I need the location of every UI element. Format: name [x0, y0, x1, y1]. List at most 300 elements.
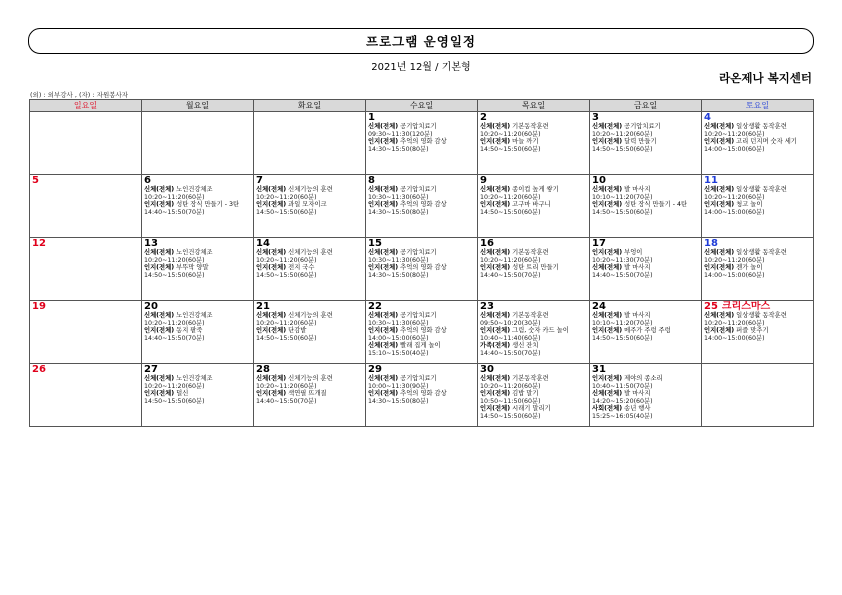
day-number — [256, 176, 363, 186]
program-category: 신체(전체) — [144, 312, 175, 319]
day-cell — [478, 238, 590, 301]
day-cell — [702, 364, 814, 427]
program-name: 빨래 집게 놀이 — [400, 342, 441, 350]
program-entry — [368, 123, 475, 131]
day-cell — [142, 112, 254, 175]
program-name: 색연필 뜨개질 — [288, 390, 327, 398]
program-name: 젠가 놀이 — [736, 264, 763, 272]
program-category: 인지(전체) — [704, 327, 735, 335]
day-cell — [254, 364, 366, 427]
day-number-text: 27 — [144, 364, 158, 375]
weekday-header-sunday: 일요일 — [30, 100, 142, 112]
program-category: 인지(전체) — [368, 327, 399, 335]
legend-note: (외) : 외부강사 , (자) : 자원봉사자 — [30, 91, 129, 99]
program-time: 10:10~11:20(70분) — [592, 193, 653, 201]
day-number-text: 18 — [704, 238, 718, 249]
day-number — [368, 239, 475, 249]
program-category: 인지(전체) — [480, 390, 511, 398]
program-entry — [368, 375, 475, 383]
program-name: 일상생활 동작훈련 — [736, 312, 787, 319]
program-name: 신체기능의 훈련 — [288, 186, 333, 193]
program-category: 신체(전체) — [592, 390, 623, 398]
program-category: 인지(전체) — [480, 264, 511, 272]
week-row — [30, 175, 814, 238]
program-time: 10:20~11:20(60분) — [256, 382, 317, 390]
day-number-text: 17 — [592, 238, 606, 249]
program-time: 10:40~11:50(70분) — [592, 382, 653, 390]
program-name: 일상생활 동작훈련 — [736, 186, 787, 193]
program-entry — [368, 201, 475, 209]
day-cell — [590, 238, 702, 301]
program-time: 10:20~11:20(60분) — [144, 319, 205, 327]
program-category: 신체(전체) — [704, 186, 735, 193]
program-time: 14:00~15:00(60분) — [704, 208, 765, 216]
day-number — [368, 113, 475, 123]
program-name: 신체기능의 훈련 — [288, 375, 333, 382]
program-time: 10:10~11:20(70분) — [592, 319, 653, 327]
day-cell — [702, 175, 814, 238]
program-time: 14:40~15:50(70분) — [256, 397, 317, 405]
page-title: 프로그램 운영일정 — [28, 28, 814, 54]
program-category: 인지(전체) — [256, 327, 287, 335]
program-entry — [256, 186, 363, 194]
day-number — [480, 365, 587, 375]
program-time: 10:20~11:20(60분) — [256, 193, 317, 201]
program-entry — [256, 390, 363, 398]
program-entry — [144, 312, 251, 320]
day-number — [704, 113, 811, 123]
program-entry — [368, 264, 475, 272]
day-number-text: 9 — [480, 175, 487, 186]
day-number — [480, 239, 587, 249]
day-number-text: 23 — [480, 301, 494, 312]
day-number-text: 15 — [368, 238, 382, 249]
program-category: 신체(전체) — [256, 312, 287, 319]
program-time: 14:00~15:00(60분) — [368, 334, 429, 342]
day-number-text: 31 — [592, 364, 606, 375]
program-category: 인지(전체) — [592, 327, 623, 335]
program-time: 14:30~15:50(80분) — [368, 397, 429, 405]
program-time: 10:20~11:20(60분) — [480, 193, 541, 201]
program-time: 10:20~11:20(60분) — [144, 256, 205, 264]
program-entry — [592, 186, 699, 194]
day-cell — [478, 112, 590, 175]
program-name: 고구마 바구니 — [512, 201, 551, 209]
program-entry — [704, 264, 811, 272]
day-number-text: 22 — [368, 301, 382, 312]
program-category: 신체(전체) — [368, 123, 399, 130]
program-name: 추억의 영화 감상 — [400, 201, 447, 209]
program-time: 14:50~15:50(60분) — [144, 271, 205, 279]
program-entry — [144, 249, 251, 257]
program-category: 인지(전체) — [480, 405, 511, 413]
program-name: 성탄 장식 만들기 - 4탄 — [624, 201, 688, 209]
day-number-text: 20 — [144, 301, 158, 312]
program-entry — [704, 123, 811, 131]
program-name: 종이컵 높게 쌓기 — [512, 186, 559, 193]
program-entry — [480, 405, 587, 413]
program-name: 공기압치료기 — [400, 312, 437, 319]
program-category: 신체(전체) — [368, 375, 399, 382]
day-number-text: 3 — [592, 112, 599, 123]
day-number-text: 14 — [256, 238, 270, 249]
program-entry — [480, 186, 587, 194]
day-cell — [702, 301, 814, 364]
day-number — [32, 176, 139, 186]
program-entry — [592, 201, 699, 209]
weekday-header-saturday: 토요일 — [702, 100, 814, 112]
program-entry — [480, 342, 587, 350]
program-name: 성탄 장식 만들기 - 3탄 — [176, 201, 240, 209]
program-category: 신체(전체) — [144, 249, 175, 256]
program-time: 10:50~11:50(60분) — [480, 397, 541, 405]
program-time: 10:20~11:30(70분) — [592, 256, 653, 264]
program-category: 인지(전체) — [144, 201, 175, 209]
program-time: 14:40~15:50(70분) — [144, 334, 205, 342]
program-name: 마늘 까기 — [512, 138, 539, 146]
program-entry — [144, 390, 251, 398]
program-time: 14:50~15:50(60분) — [480, 412, 541, 420]
program-entry — [704, 186, 811, 194]
program-category: 신체(전체) — [144, 186, 175, 193]
day-number — [144, 176, 251, 186]
program-time: 10:20~11:20(60분) — [256, 256, 317, 264]
week-row — [30, 301, 814, 364]
program-time: 10:20~11:20(60분) — [144, 382, 205, 390]
day-cell — [254, 238, 366, 301]
weekday-header-wednesday: 수요일 — [366, 100, 478, 112]
program-name: 시래기 말리기 — [512, 405, 551, 413]
program-time: 10:20~11:20(60분) — [480, 256, 541, 264]
week-row — [30, 364, 814, 427]
program-name: 기본동작훈련 — [512, 249, 549, 256]
program-time: 14:50~15:50(60분) — [480, 145, 541, 153]
program-category: 신체(전체) — [592, 264, 623, 272]
program-entry — [256, 249, 363, 257]
day-cell — [590, 364, 702, 427]
program-name: 발 마사지 — [624, 264, 651, 272]
day-number-text: 26 — [32, 364, 46, 375]
day-cell — [30, 112, 142, 175]
program-entry — [480, 201, 587, 209]
program-time: 14:50~15:50(60분) — [592, 208, 653, 216]
program-category: 신체(전체) — [704, 123, 735, 130]
program-name: 생신 잔치 — [512, 342, 539, 350]
program-name: 김밥 말기 — [512, 390, 539, 398]
program-time: 14:40~15:50(70분) — [144, 208, 205, 216]
program-name: 부엉이 — [624, 249, 643, 256]
program-time: 10:20~11:20(60분) — [704, 256, 765, 264]
weekday-header-tuesday: 화요일 — [254, 100, 366, 112]
program-name: 공기압치료기 — [400, 375, 437, 382]
day-cell — [30, 238, 142, 301]
program-name: 메주가 주렁 주렁 — [624, 327, 671, 335]
day-number — [32, 302, 139, 312]
day-cell — [478, 301, 590, 364]
program-category: 신체(전체) — [704, 312, 735, 319]
program-entry — [368, 327, 475, 335]
program-time: 14:40~15:50(70분) — [592, 271, 653, 279]
program-time: 14:50~15:50(60분) — [592, 334, 653, 342]
day-number — [368, 302, 475, 312]
program-entry — [480, 123, 587, 131]
day-cell — [590, 301, 702, 364]
day-number — [144, 365, 251, 375]
program-entry — [256, 201, 363, 209]
day-cell — [590, 112, 702, 175]
weekday-header-friday: 금요일 — [590, 100, 702, 112]
program-name: 제야의 종소리 — [624, 375, 663, 382]
program-name: 노인건강체조 — [176, 375, 213, 382]
weekday-header-row — [30, 100, 814, 112]
day-number — [704, 302, 811, 312]
day-number — [592, 365, 699, 375]
program-name: 기본동작훈련 — [512, 375, 549, 382]
day-number — [592, 302, 699, 312]
program-category: 인지(전체) — [368, 264, 399, 272]
program-name: 발 마사지 — [624, 390, 651, 398]
day-cell — [30, 175, 142, 238]
program-name: 공기압치료기 — [624, 123, 661, 130]
day-cell — [254, 175, 366, 238]
program-entry — [704, 249, 811, 257]
weekday-header-thursday: 목요일 — [478, 100, 590, 112]
program-category: 인지(전체) — [368, 390, 399, 398]
program-category: 신체(전체) — [480, 312, 511, 319]
schedule-subtitle: 2021년 12월 / 기본형 — [371, 62, 471, 73]
program-time: 14:00~15:00(60분) — [704, 334, 765, 342]
program-time: 10:00~11:30(90분) — [368, 382, 429, 390]
day-cell — [366, 301, 478, 364]
day-number — [704, 239, 811, 249]
day-number — [32, 239, 139, 249]
day-number-text: 1 — [368, 112, 375, 123]
program-category: 사회(전체) — [592, 405, 623, 413]
day-number-text: 11 — [704, 175, 718, 186]
program-category: 가족(전체) — [480, 342, 511, 350]
program-category: 신체(전체) — [368, 186, 399, 193]
program-time: 10:40~11:40(60분) — [480, 334, 541, 342]
program-entry — [144, 264, 251, 272]
program-category: 인지(전체) — [592, 201, 623, 209]
program-category: 인지(전체) — [368, 201, 399, 209]
program-entry — [368, 390, 475, 398]
program-entry — [368, 312, 475, 320]
program-entry — [592, 138, 699, 146]
program-name: 공기압치료기 — [400, 186, 437, 193]
program-time: 14:40~15:50(70분) — [480, 271, 541, 279]
program-category: 신체(전체) — [480, 375, 511, 382]
program-time: 14:50~15:50(60분) — [256, 271, 317, 279]
program-name: 일상생활 동작훈련 — [736, 123, 787, 130]
day-cell — [366, 112, 478, 175]
program-name: 단감밭 — [288, 327, 307, 335]
day-number-text: 16 — [480, 238, 494, 249]
program-name: 성탄 트리 만들기 — [512, 264, 559, 272]
program-time: 14:40~15:50(70분) — [480, 349, 541, 357]
program-category: 신체(전체) — [368, 312, 399, 319]
program-time: 10:20~11:20(60분) — [704, 130, 765, 138]
day-number — [592, 113, 699, 123]
day-number-text: 7 — [256, 175, 263, 186]
day-cell — [702, 238, 814, 301]
program-name: 신체기능의 훈련 — [288, 249, 333, 256]
program-entry — [592, 123, 699, 131]
day-number-text: 13 — [144, 238, 158, 249]
day-cell — [366, 364, 478, 427]
program-name: 송년 행사 — [624, 405, 651, 413]
program-entry — [256, 312, 363, 320]
program-entry — [144, 201, 251, 209]
program-name: 공기압치료기 — [400, 249, 437, 256]
program-time: 10:30~11:30(60분) — [368, 193, 429, 201]
program-time: 10:30~11:30(60분) — [368, 256, 429, 264]
program-time: 10:20~11:20(60분) — [480, 382, 541, 390]
program-category: 인지(전체) — [256, 201, 287, 209]
program-entry — [592, 327, 699, 335]
program-time: 10:20~11:20(60분) — [704, 319, 765, 327]
program-entry — [480, 375, 587, 383]
day-number-text: 28 — [256, 364, 270, 375]
program-time: 15:25~16:05(40분) — [592, 412, 653, 420]
day-cell — [142, 175, 254, 238]
program-entry — [256, 264, 363, 272]
day-cell — [254, 301, 366, 364]
program-time: 14:00~15:00(60분) — [704, 145, 765, 153]
program-name: 발 마사지 — [624, 186, 651, 193]
program-entry — [256, 375, 363, 383]
week-row — [30, 112, 814, 175]
program-time: 14:20~15:20(60분) — [592, 397, 653, 405]
program-name: 추억의 영화 감상 — [400, 390, 447, 398]
program-name: 고리 던지며 숫자 세기 — [736, 138, 797, 146]
program-time: 14:30~15:50(80분) — [368, 208, 429, 216]
calendar-table — [29, 99, 814, 427]
program-entry — [592, 390, 699, 398]
day-number-text: 5 — [32, 175, 39, 186]
day-number — [592, 176, 699, 186]
program-time: 14:30~15:50(80분) — [368, 271, 429, 279]
day-number-text: 30 — [480, 364, 494, 375]
day-number — [480, 302, 587, 312]
program-entry — [480, 327, 587, 335]
program-name: 공기압치료기 — [400, 123, 437, 130]
program-time: 14:50~15:50(60분) — [256, 334, 317, 342]
day-cell — [366, 238, 478, 301]
day-number-text: 21 — [256, 301, 270, 312]
program-name: 그림, 숫자 카드 놀이 — [512, 327, 569, 335]
day-number-text: 4 — [704, 112, 711, 123]
day-number-text: 6 — [144, 175, 151, 186]
program-name: 추억의 영화 감상 — [400, 138, 447, 146]
program-entry — [592, 249, 699, 257]
day-number-text: 29 — [368, 364, 382, 375]
program-name: 덜신 — [176, 390, 189, 398]
program-category: 신체(전체) — [144, 375, 175, 382]
day-number-text: 10 — [592, 175, 606, 186]
program-category: 신체(전체) — [256, 186, 287, 193]
program-entry — [368, 342, 475, 350]
day-cell — [142, 301, 254, 364]
program-name: 노인건강체조 — [176, 186, 213, 193]
program-category: 신체(전체) — [704, 249, 735, 256]
program-name: 퍼즐 맞추기 — [736, 327, 769, 335]
day-number-text: 8 — [368, 175, 375, 186]
day-cell — [254, 112, 366, 175]
day-cell — [142, 238, 254, 301]
program-time: 15:10~15:50(40분) — [368, 349, 429, 357]
program-category: 신체(전체) — [592, 312, 623, 319]
day-cell — [702, 112, 814, 175]
program-name: 노인건강체조 — [176, 312, 213, 319]
program-category: 인지(전체) — [704, 264, 735, 272]
program-category: 인지(전체) — [592, 249, 623, 256]
program-category: 신체(전체) — [480, 123, 511, 130]
program-category: 인지(전체) — [480, 138, 511, 146]
program-entry — [704, 201, 811, 209]
weekday-header-monday: 월요일 — [142, 100, 254, 112]
program-category: 인지(전체) — [592, 375, 623, 382]
day-number — [592, 239, 699, 249]
program-time: 14:50~15:50(60분) — [480, 208, 541, 216]
day-cell — [478, 175, 590, 238]
program-time: 10:30~11:30(60분) — [368, 319, 429, 327]
program-name: 신체기능의 훈련 — [288, 312, 333, 319]
program-category: 인지(전체) — [704, 138, 735, 146]
program-category: 신체(전체) — [480, 249, 511, 256]
program-name: 동지 팥죽 — [176, 327, 203, 335]
holiday-label: 크리스마스 — [721, 301, 771, 312]
program-name: 추억의 영화 감상 — [400, 264, 447, 272]
day-number-text: 19 — [32, 301, 46, 312]
program-entry — [144, 375, 251, 383]
program-entry — [592, 405, 699, 413]
program-category: 인지(전체) — [368, 138, 399, 146]
day-number-text: 2 — [480, 112, 487, 123]
program-time: 09:50~10:20(30분) — [480, 319, 541, 327]
program-time: 14:50~15:50(60분) — [256, 208, 317, 216]
program-entry — [144, 186, 251, 194]
program-time: 10:20~11:20(60분) — [592, 130, 653, 138]
day-number — [144, 239, 251, 249]
day-number — [480, 176, 587, 186]
program-entry — [368, 186, 475, 194]
day-number — [368, 365, 475, 375]
program-category: 인지(전체) — [256, 264, 287, 272]
day-number-text: 24 — [592, 301, 606, 312]
program-name: 기본동작훈련 — [512, 123, 549, 130]
day-cell — [30, 301, 142, 364]
program-name: 전지 국수 — [288, 264, 315, 272]
program-entry — [144, 327, 251, 335]
day-number-text: 12 — [32, 238, 46, 249]
program-category: 인지(전체) — [256, 390, 287, 398]
program-entry — [704, 327, 811, 335]
program-time: 14:50~15:50(60분) — [144, 397, 205, 405]
program-category: 신체(전체) — [368, 342, 399, 350]
day-number — [368, 176, 475, 186]
program-name: 달력 만들기 — [624, 138, 657, 146]
day-number — [32, 365, 139, 375]
program-category: 신체(전체) — [256, 249, 287, 256]
program-category: 인지(전체) — [144, 390, 175, 398]
program-entry — [592, 375, 699, 383]
program-category: 신체(전체) — [256, 375, 287, 382]
program-time: 10:20~11:20(60분) — [480, 130, 541, 138]
program-category: 인지(전체) — [480, 327, 511, 335]
program-entry — [592, 312, 699, 320]
day-cell — [30, 364, 142, 427]
